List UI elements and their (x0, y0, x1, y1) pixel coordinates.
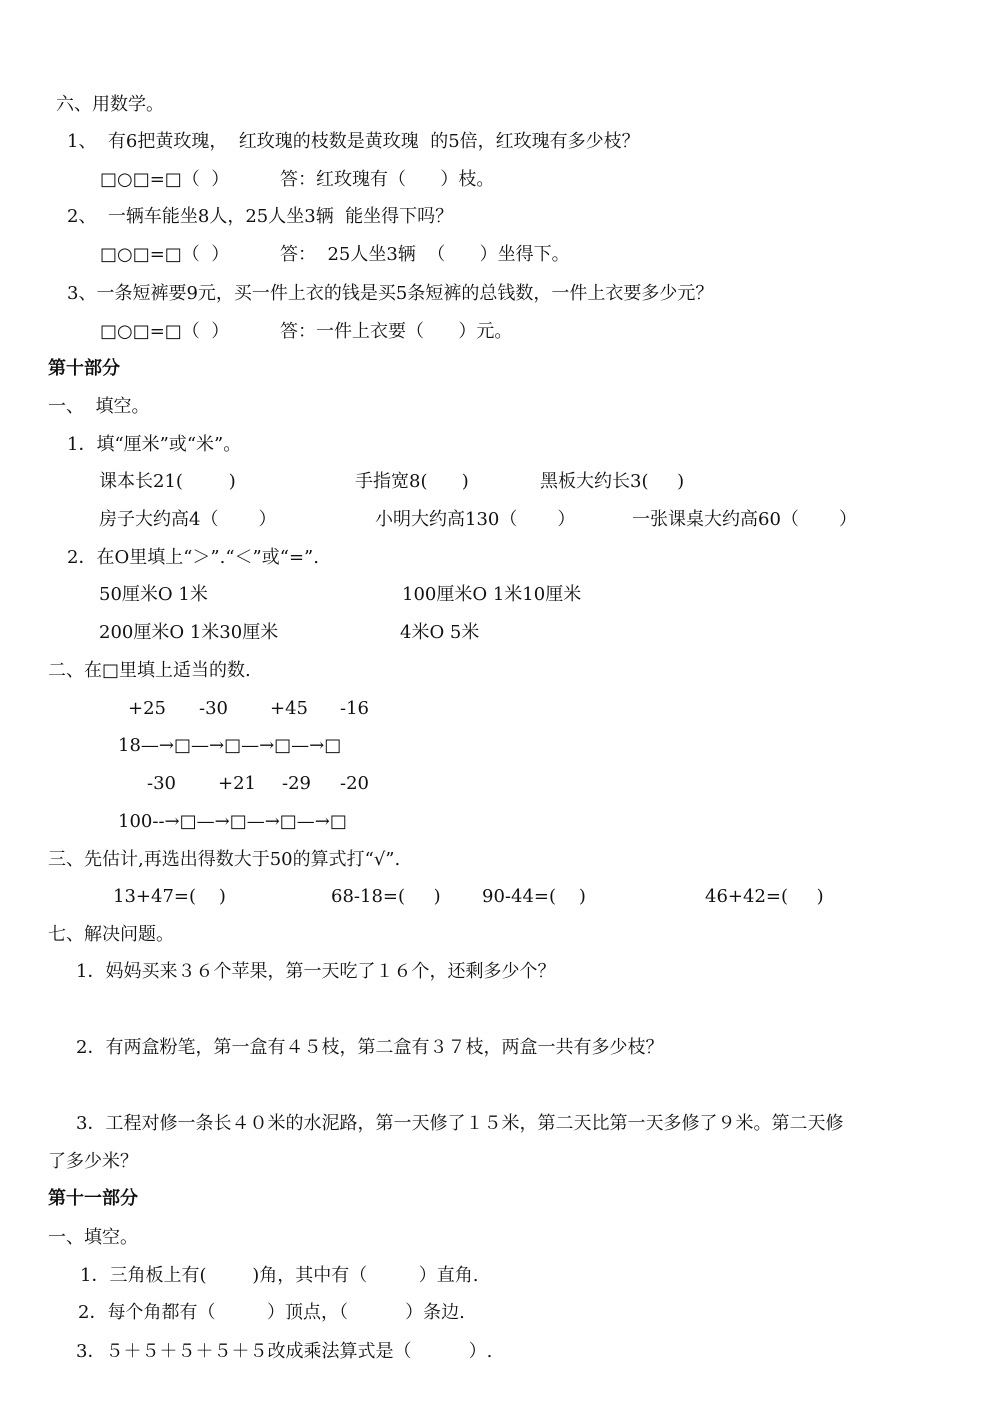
arrow-chain: 100--→□—→□—→□—→□ (118, 811, 347, 832)
word-problem: 3．工程对修一条长４０米的水泥路，第一天修了１５米，第二天比第一天多修了９米。第二天修 (76, 1113, 844, 1134)
question-text: 2、 一辆车能坐8人，25人坐3辆 能坐得下吗？ (67, 206, 454, 227)
section-heading-use-math: 六、用数学。 (56, 94, 164, 115)
operation-label: +45 (270, 698, 308, 719)
question-text: 2．在O里填上“＞”.“＜”或“=”. (67, 547, 319, 568)
compare-item: 200厘米O 1米30厘米 (99, 622, 279, 643)
part-title-10: 第十部分 (48, 358, 120, 379)
compare-item: 100厘米O 1米10厘米 (402, 584, 582, 605)
estimate-item: 90-44=( ) (482, 886, 586, 907)
section-heading-fill-blank: 一、填空。 (48, 1227, 138, 1248)
fill-item: 房子大约高4（ ） (99, 509, 277, 530)
formula-blank: □○□=□（ ） (100, 244, 230, 265)
fill-item: 课本长21( ) (99, 471, 236, 492)
part-title-11: 第十一部分 (48, 1188, 138, 1209)
operation-label: -20 (340, 773, 369, 794)
compare-item: 50厘米O 1米 (99, 584, 208, 605)
operation-label: -30 (199, 698, 228, 719)
formula-blank: □○□=□（ ） (100, 321, 230, 342)
section-heading-solve: 七、解决问题。 (48, 924, 174, 945)
fill-item: 一张课桌大约高60（ ） (632, 509, 857, 530)
question-text: 2．每个角都有（ ）顶点，（ ）条边. (78, 1302, 465, 1323)
question-text: 3、一条短裤要9元，买一件上衣的钱是买5条短裤的总钱数，一件上衣要多少元？ (67, 283, 714, 304)
operation-label: +21 (218, 773, 256, 794)
question-text: 3．５＋５＋５＋５＋５改成乘法算式是（ ）. (76, 1341, 493, 1362)
answer-line: 答： 25人坐3辆 （ ）坐得下。 (280, 244, 570, 265)
fill-item: 黑板大约长3( ) (540, 471, 685, 492)
section-heading-estimate: 三、先估计,再选出得数大于50的算式打“√”. (48, 849, 401, 870)
fill-item: 小明大约高130（ ） (375, 509, 576, 530)
estimate-item: 46+42=( ) (705, 886, 824, 907)
estimate-item: 68-18=( ) (331, 886, 441, 907)
operation-label: -30 (147, 773, 176, 794)
question-text: 1．填“厘米”或“米”。 (67, 434, 242, 455)
question-text: 1、 有6把黄玫瑰， 红玫瑰的枝数是黄玫瑰 的5倍，红玫瑰有多少枝？ (67, 131, 640, 152)
compare-item: 4米O 5米 (400, 622, 480, 643)
operation-label: -29 (282, 773, 311, 794)
question-text: 1．三角板上有( )角，其中有（ ）直角. (80, 1265, 479, 1286)
estimate-item: 13+47=( ) (113, 886, 226, 907)
formula-blank: □○□=□（ ） (100, 169, 230, 190)
section-heading-fill-blank: 一、 填空。 (48, 396, 150, 417)
section-heading-fill-squares: 二、在□里填上适当的数. (48, 660, 251, 681)
operation-label: +25 (128, 698, 166, 719)
fill-item: 手指宽8( ) (355, 471, 469, 492)
word-problem: 1．妈妈买来３６个苹果，第一天吃了１６个，还剩多少个？ (76, 961, 556, 982)
answer-line: 答：一件上衣要（ ）元。 (280, 321, 513, 342)
arrow-chain: 18—→□—→□—→□—→□ (118, 735, 342, 756)
operation-label: -16 (340, 698, 369, 719)
word-problem: 2．有两盒粉笔，第一盒有４５枝，第二盒有３７枝，两盒一共有多少枝？ (76, 1037, 664, 1058)
word-problem-continued: 了多少米？ (48, 1151, 138, 1172)
answer-line: 答：红玫瑰有（ ）枝。 (280, 169, 495, 190)
